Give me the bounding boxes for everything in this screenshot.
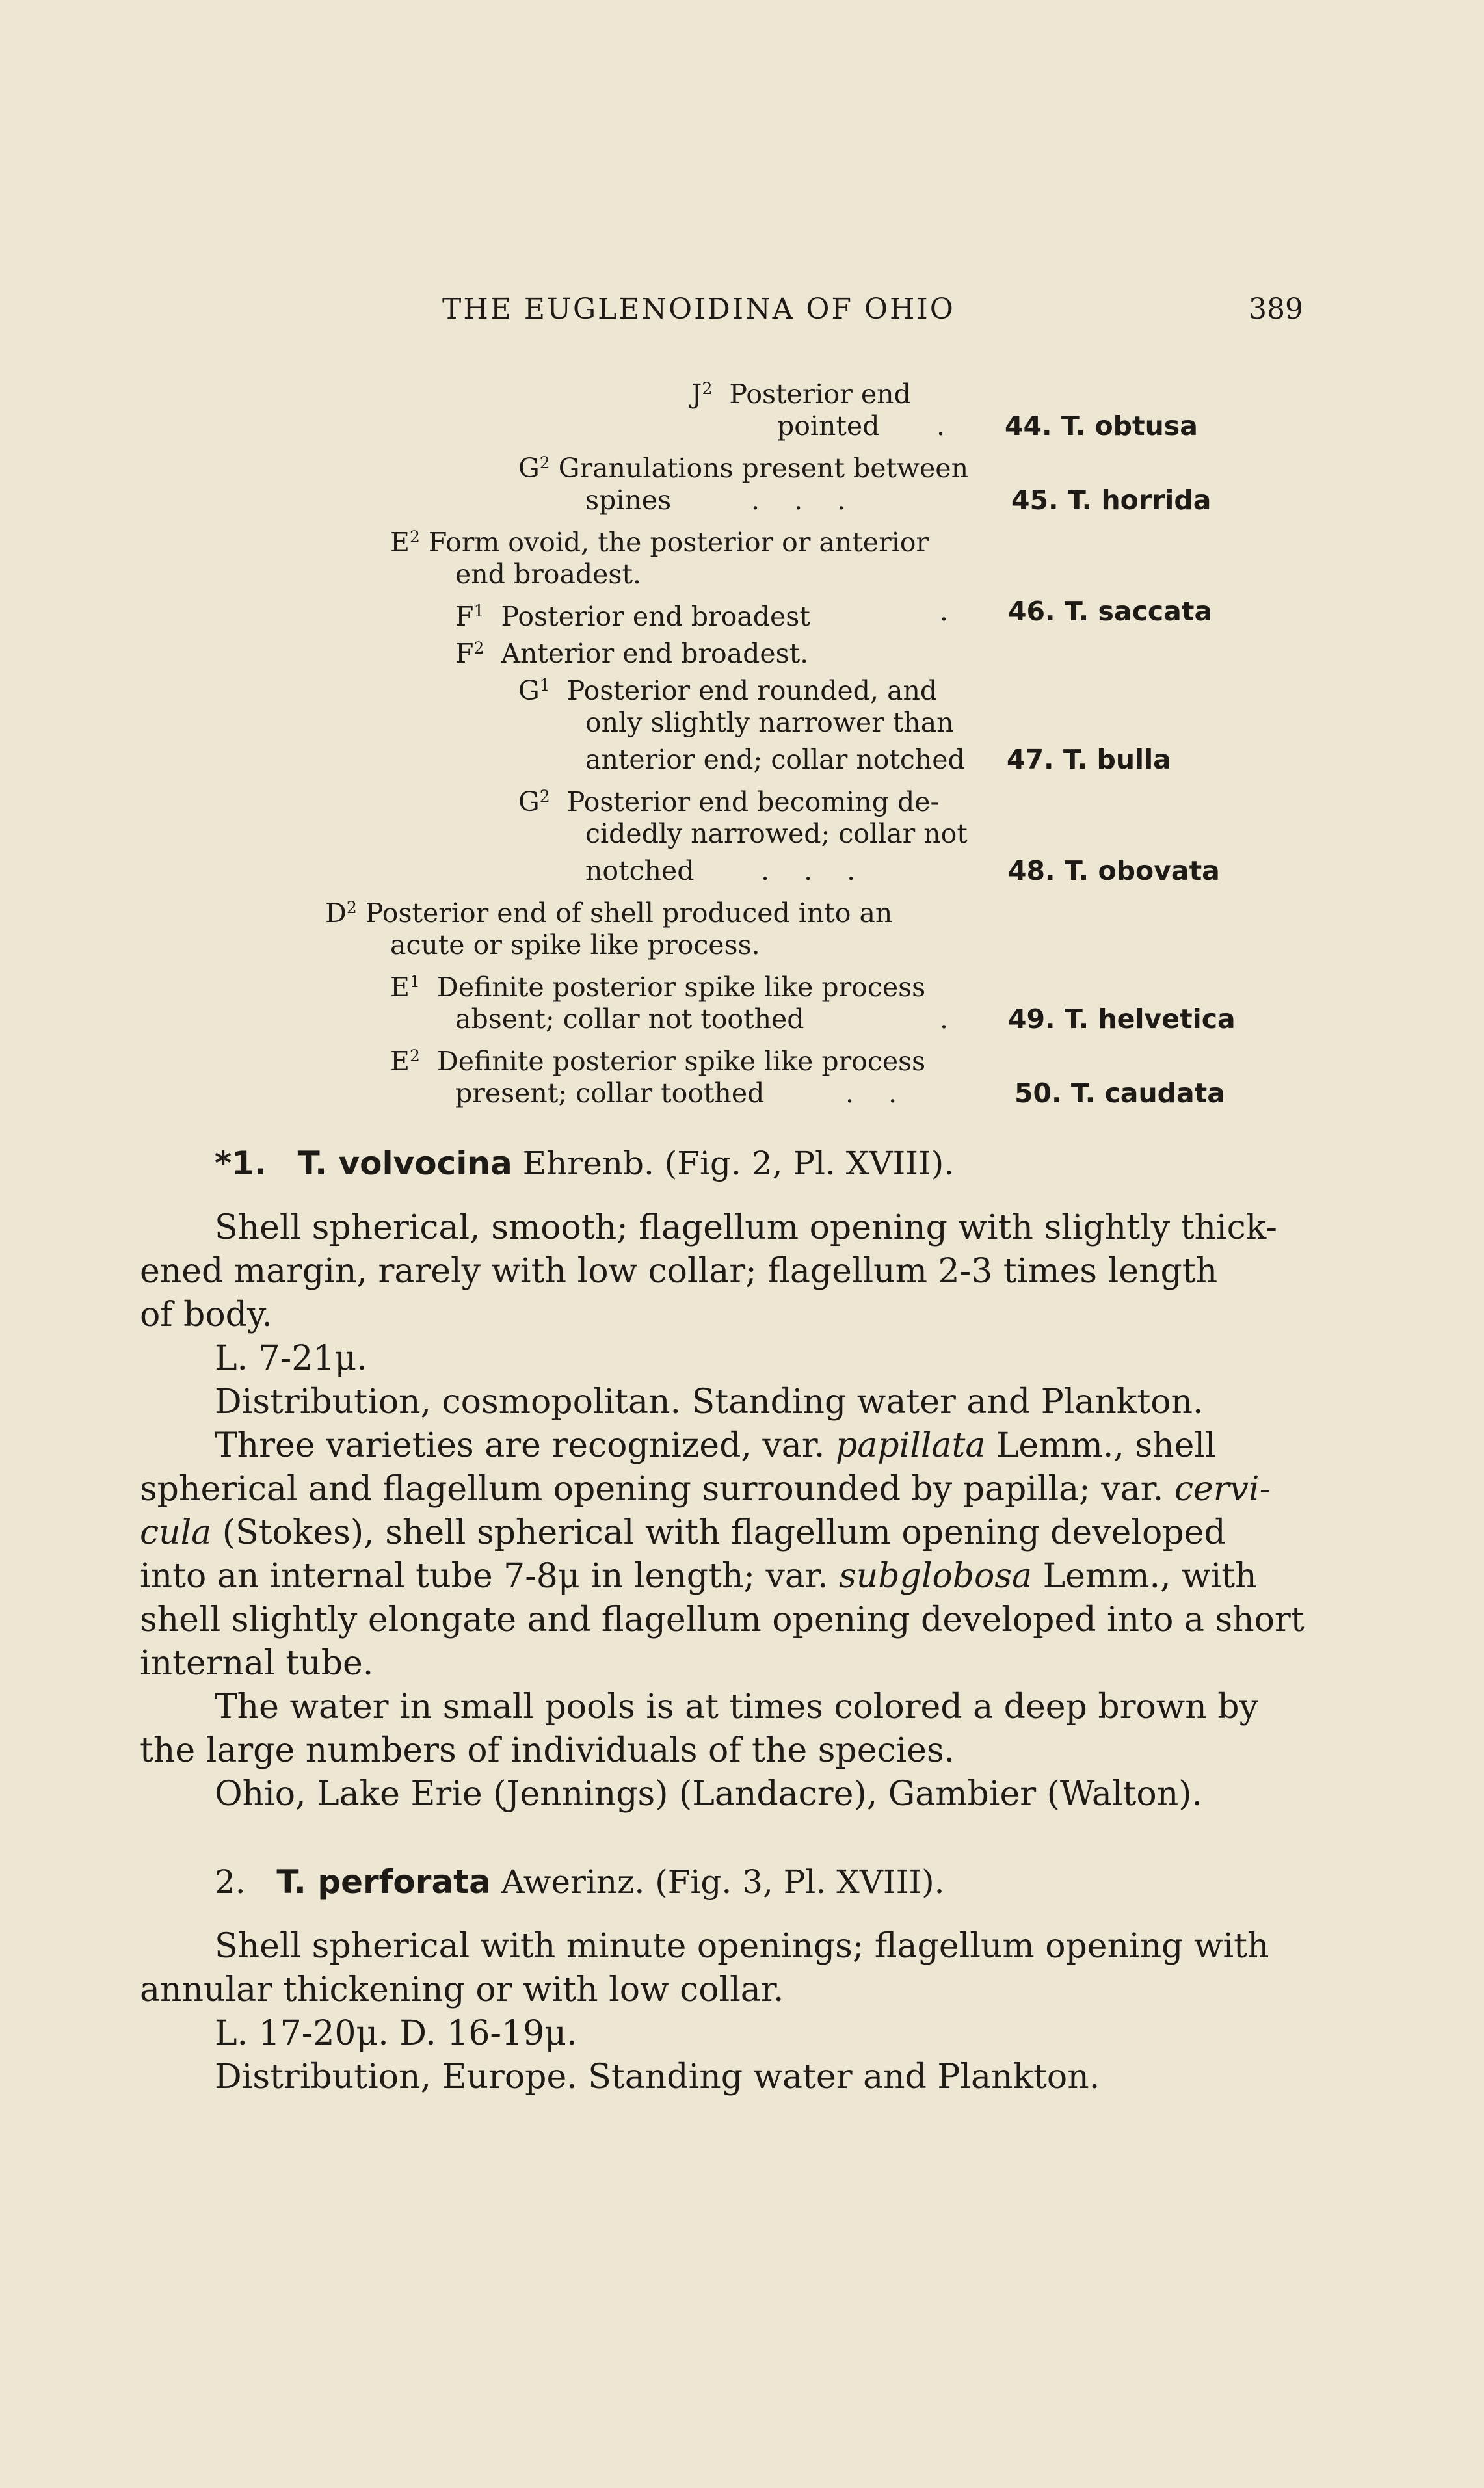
key-entry-g2: $G^2$ Posterior end becoming de- [518,786,940,817]
key-line: end broadest. [455,559,641,590]
species-reference: Awerinz. (Fig. 3, Pl. XVIII). [501,1863,945,1901]
key-result: 47. T. bulla [1007,744,1171,775]
key-entry-f2: $F^2$ Anterior end broadest. [455,638,809,669]
species-name: T. perforata [276,1863,491,1901]
ohio-records: Ohio, Lake Erie (Jennings) (Landacre), Gambier (Walton). [215,1775,1202,1814]
key-entry-d2: $D^2$ Posterior end of shell produced into an [325,897,893,929]
species-number: *1. [215,1145,267,1182]
key-entry-e2: $E^2$ Definite posterior spike like process [390,1046,926,1077]
text-line: of body. [140,1295,272,1334]
text-line: Shell spherical, smooth; flagellum opening with slightly thick- [215,1208,1277,1247]
key-line: acute or spike like process. [390,929,760,960]
text-line: ened margin, rarely with low collar; flagellum 2-3 times length [140,1252,1218,1291]
text-line: internal tube. [140,1644,374,1683]
text-line: annular thickening or with low collar. [140,1970,784,2009]
distribution: Distribution, Europe. Standing water and Plankton. [215,2058,1100,2097]
key-line: only slightly narrower than [585,707,954,738]
key-entry-e1: $E^1$ Definite posterior spike like process [390,972,926,1003]
size-measurement: L. 7-21μ. [215,1339,367,1378]
key-result: 46. T. saccata [1008,596,1213,627]
key-line: notched [585,855,695,886]
key-line: present; collar toothed [455,1078,765,1109]
text-line: Three varieties are recognized, var. papillata Lemm., shell [215,1426,1216,1465]
key-dot: . [936,410,946,442]
key-dot: . [940,596,949,627]
distribution: Distribution, cosmopolitan. Standing water and Plankton. [215,1383,1204,1422]
text-line: the large numbers of individuals of the species. [140,1731,955,1770]
key-line: anterior end; collar notched [585,744,965,775]
key-line: pointed [777,410,880,442]
key-result: 44. T. obtusa [1005,410,1198,442]
species-heading [215,1145,954,1182]
key-entry-g2: $G^2$ Granulations present between [518,453,968,484]
text-line: The water in small pools is at times colored a deep brown by [215,1687,1258,1727]
text-line: shell slightly elongate and flagellum opening developed into a short [140,1600,1305,1639]
key-dots: . . [845,1078,897,1109]
key-result: 49. T. helvetica [1008,1003,1236,1035]
key-line: absent; collar not toothed [455,1003,804,1035]
species-reference: Ehrenb. (Fig. 2, Pl. XVIII). [522,1145,955,1182]
text-line: cula (Stokes), shell spherical with flagellum opening developed [140,1513,1226,1552]
text-line: Shell spherical with minute openings; flagellum opening with [215,1927,1269,1966]
key-dot: . [940,1003,949,1035]
key-entry-j2: $J^2$ Posterior end [691,378,911,410]
species-number: 2. [215,1863,246,1901]
species-name: T. volvocina [297,1145,512,1182]
key-entry-f1: $F^1$ Posterior end broadest [455,601,810,632]
key-result: 50. T. caudata [1014,1078,1225,1109]
key-dots: . . . [761,855,856,886]
key-result: 45. T. horrida [1011,484,1212,516]
key-entry-g1: $G^1$ Posterior end rounded, and [518,675,938,706]
key-entry-e2: $E^2$ Form ovoid, the posterior or anterior [390,527,929,558]
key-line: spines [585,484,672,516]
text-line: spherical and flagellum opening surrounded by papilla; var. cervi- [140,1470,1271,1509]
running-head: THE EUGLENOIDINA OF OHIO [442,293,955,326]
text-line: into an internal tube 7-8μ in length; var. subglobosa Lemm., with [140,1557,1257,1596]
key-result: 48. T. obovata [1008,855,1220,886]
size-measurement: L. 17-20μ. D. 16-19μ. [215,2014,577,2053]
key-line: cidedly narrowed; collar not [585,818,968,849]
page-number: 389 [1249,293,1303,326]
species-heading [215,1863,945,1901]
key-dots: . . . [751,484,846,516]
